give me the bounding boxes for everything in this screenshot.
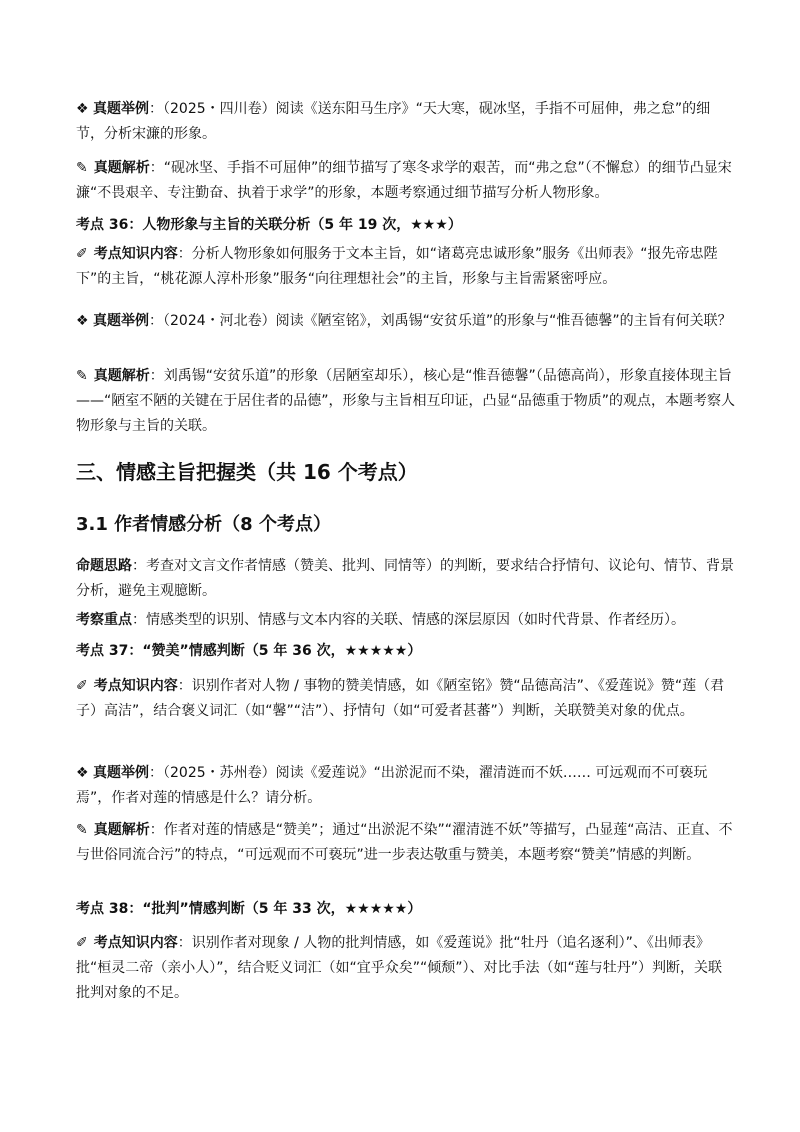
pencil-icon: ✎ <box>76 368 88 384</box>
example-text: ：（2025・四川卷）阅读《送东阳马生序》“天大寒，砚冰坚，手指不可屈伸，弗之怠”的细节，分析宋濂的形象。 <box>76 101 711 142</box>
exam-example-3 <box>76 761 736 811</box>
focus-label: 考察重点 <box>76 612 132 628</box>
example-text: ：（2025・苏州卷）阅读《爱莲说》“出淤泥而不染，濯清涟而不妖…… 可远观而不可亵玩焉”，作者对莲的情感是什么？请分析。 <box>76 765 708 806</box>
exam-example-1 <box>76 97 736 147</box>
example-label: 真题举例 <box>93 101 150 117</box>
pen-icon: ✐ <box>76 935 88 951</box>
pen-icon: ✐ <box>76 678 88 694</box>
exam-analysis-3 <box>76 818 736 868</box>
example-label: 真题举例 <box>93 765 150 781</box>
pencil-icon: ✎ <box>76 160 88 176</box>
kaodian-36-heading: 考点 36：人物形象与主旨的关联分析（5 年 19 次，★★★） <box>76 217 462 233</box>
knowledge-text: ：识别作者对现象 / 人物的批判情感，如《爱莲说》批“牡丹（追名逐利）”、《出师表》批“桓灵二帝（亲小人）”，结合贬义词汇（如“宜乎众矣”“倾颓”）、对比手法（如“莲与牡丹”）判断，关联批判对象的不足。 <box>76 935 723 1001</box>
knowledge-label: 考点知识内容 <box>93 935 178 951</box>
section-heading: 三、情感主旨把握类（共 16 个考点） <box>76 460 418 484</box>
example-text: ：（2024・河北卷）阅读《陋室铭》，刘禹锡“安贫乐道”的形象与“惟吾德馨”的主旨有何关联？ <box>149 313 732 329</box>
pencil-icon: ✎ <box>76 822 88 838</box>
knowledge-label: 考点知识内容 <box>93 246 178 262</box>
analysis-label: 真题解析 <box>93 822 150 838</box>
inspection-focus <box>76 608 736 633</box>
diamond-bullet-icon: ❖ <box>76 765 89 781</box>
pen-icon: ✐ <box>76 246 88 262</box>
knowledge-content-38 <box>76 931 736 1006</box>
analysis-label: 真题解析 <box>93 368 150 384</box>
knowledge-text: ：分析人物形象如何服务于文本主旨，如“诸葛亮忠诚形象”服务《出师表》“报先帝忠陛下”的主旨，“桃花源人淳朴形象”服务“向往理想社会”的主旨，形象与主旨需紧密呼应。 <box>76 246 718 287</box>
subsection-heading: 3.1 作者情感分析（8 个考点） <box>76 514 331 535</box>
diamond-bullet-icon: ❖ <box>76 313 89 329</box>
example-label: 真题举例 <box>93 313 150 329</box>
knowledge-content-37 <box>76 674 736 724</box>
diamond-bullet-icon: ❖ <box>76 101 89 117</box>
knowledge-label: 考点知识内容 <box>93 678 178 694</box>
knowledge-text: ：识别作者对人物 / 事物的赞美情感，如《陋室铭》赞“品德高洁”、《爱莲说》赞“莲（君子）高洁”，结合褒义词汇（如“馨”“洁”）、抒情句（如“可爱者甚蕃”）判断，关联赞美对象的优点。 <box>76 678 725 719</box>
knowledge-content-36 <box>76 242 736 292</box>
focus-text: ：情感类型的识别、情感与文本内容的关联、情感的深层原因（如时代背景、作者经历）。 <box>132 612 685 628</box>
kaodian-38-heading: 考点 38：“批判”情感判断（5 年 33 次，★★★★★） <box>76 901 422 917</box>
analysis-text: ：刘禹锡“安贫乐道”的形象（居陋室却乐），核心是“惟吾德馨”（品德高尚），形象直接体现主旨 ——“陋室不陋的关键在于居住者的品德”，形象与主旨相互印证，凸显“品德重于物质”的观点，本题考察人物形象与主旨的关联。 <box>76 368 736 434</box>
analysis-text: ：“砚冰坚、手指不可屈伸”的细节描写了寒冬求学的艰苦，而“弗之怠”（不懈怠）的细节凸显宋濂“不畏艰辛、专注勤奋、执着于求学”的形象，本题考察通过细节描写分析人物形象。 <box>76 160 732 201</box>
exam-analysis-2 <box>76 364 736 439</box>
exam-example-2 <box>76 309 736 334</box>
proposition-idea <box>76 554 736 604</box>
analysis-label: 真题解析 <box>93 160 150 176</box>
analysis-text: ：作者对莲的情感是“赞美”；通过“出淤泥不染”“濯清涟不妖”等描写，凸显莲“高洁、正直、不与世俗同流合污”的特点，“可远观而不可亵玩”进一步表达敬重与赞美，本题考察“赞美”情感的判断。 <box>76 822 733 863</box>
proposition-label: 命题思路 <box>76 558 132 574</box>
kaodian-37-heading: 考点 37：“赞美”情感判断（5 年 36 次，★★★★★） <box>76 643 422 659</box>
proposition-text: ：考查对文言文作者情感（赞美、批判、同情等）的判断，要求结合抒情句、议论句、情节、背景分析，避免主观臆断。 <box>76 558 734 599</box>
exam-analysis-1 <box>76 156 736 206</box>
